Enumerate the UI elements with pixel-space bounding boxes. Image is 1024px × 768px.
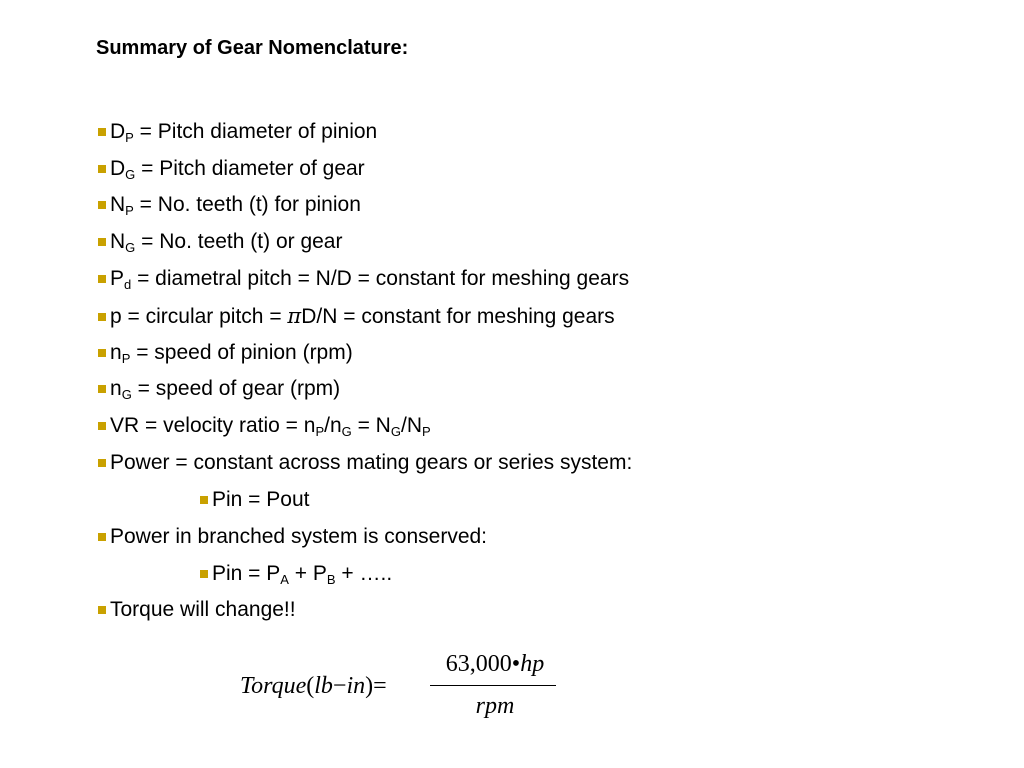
list-item-n-gear: $n_G$ = speed of gear (rpm) bbox=[98, 375, 340, 403]
list-item-power-branched: Power in branched system is conserved: bbox=[98, 523, 487, 551]
list-item-np: $N_P = No$. teeth (t) for pinion bbox=[98, 191, 361, 219]
fraction-bar bbox=[430, 685, 556, 686]
pi-symbol: π bbox=[287, 304, 302, 328]
bullet-icon bbox=[98, 201, 106, 209]
list-item-pin-pout: Pin = Pout bbox=[200, 486, 309, 514]
list-item-power-series: Power = constant across mating gears or series system: bbox=[98, 449, 632, 477]
bullet-icon bbox=[98, 275, 106, 283]
bullet-icon bbox=[98, 422, 106, 430]
list-item-circular-pitch: p = circular pitch = πD/N = constant for meshing gears bbox=[98, 302, 615, 330]
bullet-icon bbox=[98, 128, 106, 136]
list-item-pd: $P_d$ = diametral pitch = N/D = constant for meshing gears bbox=[98, 265, 629, 293]
bullet-icon bbox=[98, 533, 106, 541]
bullet-icon bbox=[98, 606, 106, 614]
list-item-torque: Torque will change!! bbox=[98, 596, 296, 624]
list-item-n-pinion: $n_P$ = speed of pinion (rpm) bbox=[98, 339, 353, 367]
bullet-icon bbox=[200, 496, 208, 504]
formula-lhs: Torque(lb−in)= bbox=[240, 673, 387, 699]
list-item-pin-sum: Pin = $P_A + P_B$ + ….. bbox=[200, 560, 392, 588]
formula-denominator: rpm bbox=[475, 693, 515, 719]
bullet-icon bbox=[98, 238, 106, 246]
bullet-icon bbox=[200, 570, 208, 578]
formula-numerator: 63,000•hp bbox=[445, 651, 545, 677]
list-item-velocity-ratio: VR = velocity ratio = $n_P/n_G = N_G/N_P$ bbox=[98, 412, 431, 440]
list-item-dg: $D_G$ = Pitch diameter of gear bbox=[98, 155, 365, 183]
bullet-icon bbox=[98, 349, 106, 357]
bullet-icon bbox=[98, 385, 106, 393]
bullet-icon bbox=[98, 313, 106, 321]
multiply-dot: • bbox=[511, 651, 521, 677]
list-item-dp: $D_P$ = Pitch diameter of pinion bbox=[98, 118, 377, 146]
page-title: Summary of Gear Nomenclature: bbox=[96, 37, 409, 59]
bullet-icon bbox=[98, 165, 106, 173]
bullet-icon bbox=[98, 459, 106, 467]
list-item-ng: $N_G = No$. teeth (t) or gear bbox=[98, 228, 342, 256]
